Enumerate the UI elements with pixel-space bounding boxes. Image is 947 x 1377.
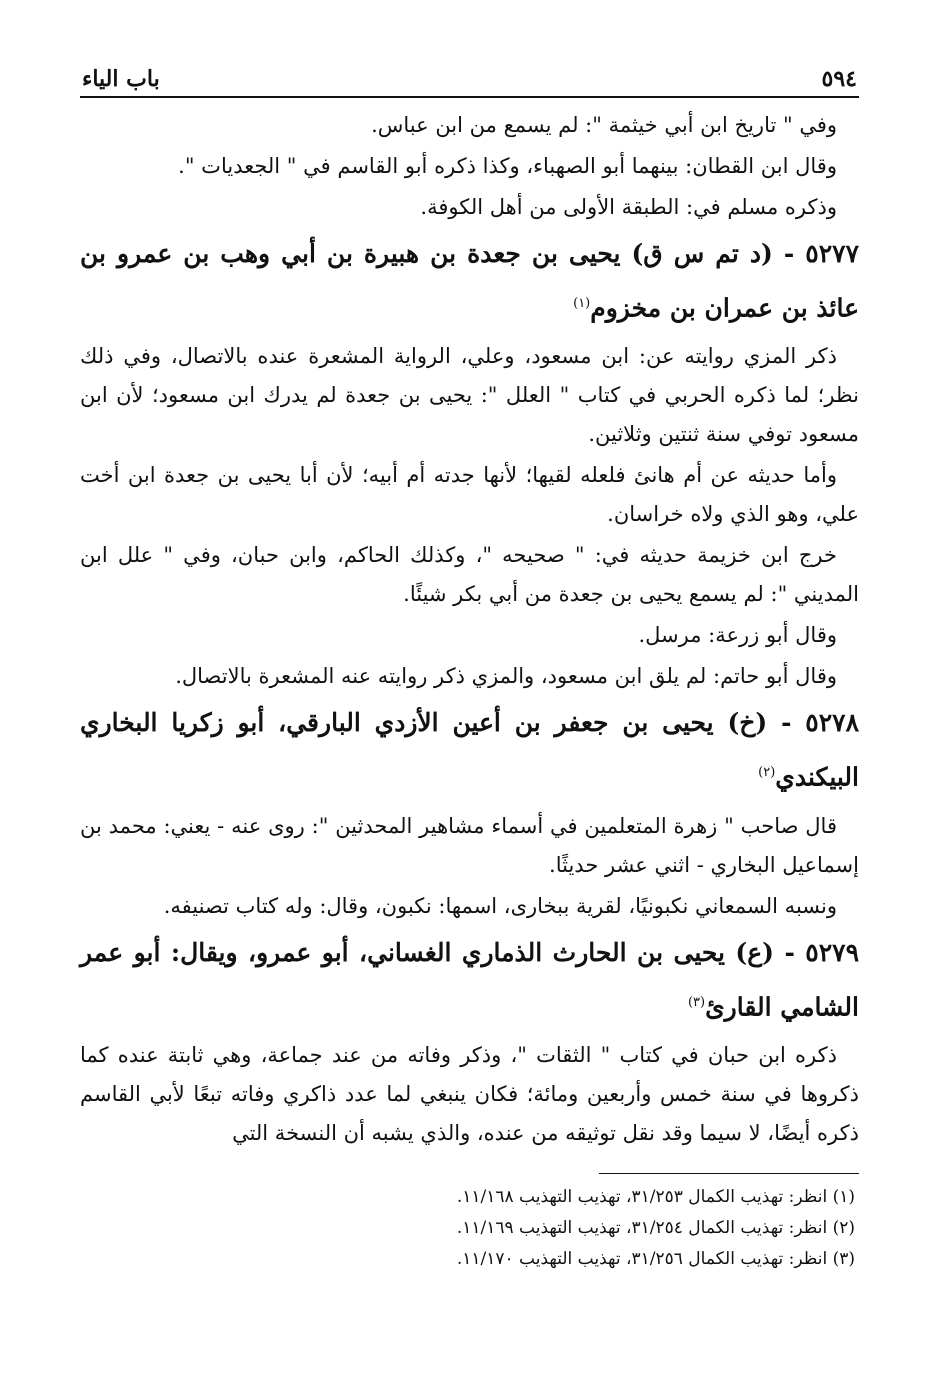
page-header [80, 56, 859, 98]
paragraph [80, 657, 859, 696]
paragraph-text: وذكره مسلم في: الطبقة الأولى من أهل الكوفة. [420, 195, 837, 219]
paragraph [80, 337, 859, 454]
book-page [80, 56, 859, 1377]
paragraph [80, 147, 859, 186]
page-number: ٥٩٤ [821, 66, 857, 92]
paragraph-text: ونسبه السمعاني نكبونيًا، لقرية ببخارى، اسمها: نكبون، وقال: وله كتاب تصنيفه. [163, 893, 837, 918]
footnote: (٣) انظر: تهذيب الكمال ٣١/٢٥٦، تهذيب التهذيب ١١/١٧٠. [456, 1248, 855, 1269]
paragraph-text: قال صاحب " زهرة المتعلمين في أسماء مشاهير المحدثين ": روى عنه - يعني: محمد بن إسماعيل البخاري - اثني عشر حديثًا. [80, 813, 859, 877]
paragraph-text: ذكر المزي روايته عن: ابن مسعود، وعلي، الرواية المشعرة عنده بالاتصال، وفي ذلك نظر؛ لما ذكره الحربي في كتاب " العلل ": يحيى بن جعدة لم يدرك ابن مسعود؛ لأن ابن مسعود توفي سنة ثنتين وثلاثين. [80, 344, 859, 447]
entry-heading [80, 229, 859, 333]
entry-heading-text: ٥٢٧٩ - (ع) يحيى بن الحارث الذماري الغساني، أبو عمرو، ويقال: أبو عمر الشامي القارئ [80, 937, 859, 1021]
entry-heading-text: ٥٢٧٨ - (خ) يحيى بن جعفر بن أعين الأزدي البارقي، أبو زكريا البخاري البيكندي [80, 708, 859, 792]
paragraph-text: وقال أبو زرعة: مرسل. [638, 623, 837, 648]
footnote-separator [599, 1173, 859, 1174]
paragraph-text: وأما حديثه عن أم هانئ فلعله لقيها؛ لأنها جدته أم أبيه؛ لأن أبا يحيى بن جعدة ابن أخت علي، وهو الذي ولاه خراسان. [80, 463, 859, 527]
paragraph [80, 616, 859, 655]
paragraph-text: وقال ابن القطان: بينهما أبو الصهباء، وكذا ذكره أبو القاسم في " الجعديات ". [178, 154, 837, 178]
entry-heading-text: ٥٢٧٧ - (د تم س ق) يحيى بن جعدة بن هبيرة بن أبي وهب بن عمرو بن عائذ بن عمران بن مخزوم [80, 239, 859, 323]
footnotes [80, 1182, 859, 1275]
entry-heading [80, 698, 859, 802]
paragraph [80, 106, 859, 145]
paragraph-text: وفي " تاريخ ابن أبي خيثمة ": لم يسمع من ابن عباس. [371, 113, 837, 137]
footnote-ref: (٣) [687, 994, 706, 1010]
paragraph [80, 807, 859, 885]
paragraph-text: ذكره ابن حبان في كتاب " الثقات "، وذكر وفاته من عند جماعة، وهي ثابتة عنده كما ذكروها في سنة خمس وأربعين ومائة؛ فكان ينبغي لما عدد ذاكري وفاته تبعًا لأبي القاسم ذكره أيضًا، لا سيما وقد نقل توثيقه من عنده، والذي يشبه أن النسخة التي [80, 1042, 859, 1145]
chapter-title: باب الياء [82, 66, 160, 92]
paragraph [80, 188, 859, 227]
paragraph-text: وقال أبو حاتم: لم يلق ابن مسعود، والمزي ذكر روايته عنه المشعرة بالاتصال. [175, 664, 837, 689]
paragraph [80, 536, 859, 614]
paragraph [80, 887, 859, 926]
entry-heading [80, 928, 859, 1032]
footnote: (٢) انظر: تهذيب الكمال ٣١/٢٥٤، تهذيب التهذيب ١١/١٦٩. [456, 1217, 855, 1238]
paragraph-text: خرج ابن خزيمة حديثه في: " صحيحه "، وكذلك الحاكم، وابن حبان، وفي " علل ابن المديني ": لم يسمع يحيى بن جعدة من أبي بكر شيئًا. [80, 543, 859, 607]
footnote-ref: (١) [573, 296, 591, 311]
main-text [80, 106, 859, 1153]
paragraph [80, 1036, 859, 1153]
paragraph [80, 456, 859, 534]
footnote-ref: (٢) [758, 765, 776, 781]
footnote: (١) انظر: تهذيب الكمال ٣١/٢٥٣، تهذيب التهذيب ١١/١٦٨. [456, 1186, 855, 1207]
